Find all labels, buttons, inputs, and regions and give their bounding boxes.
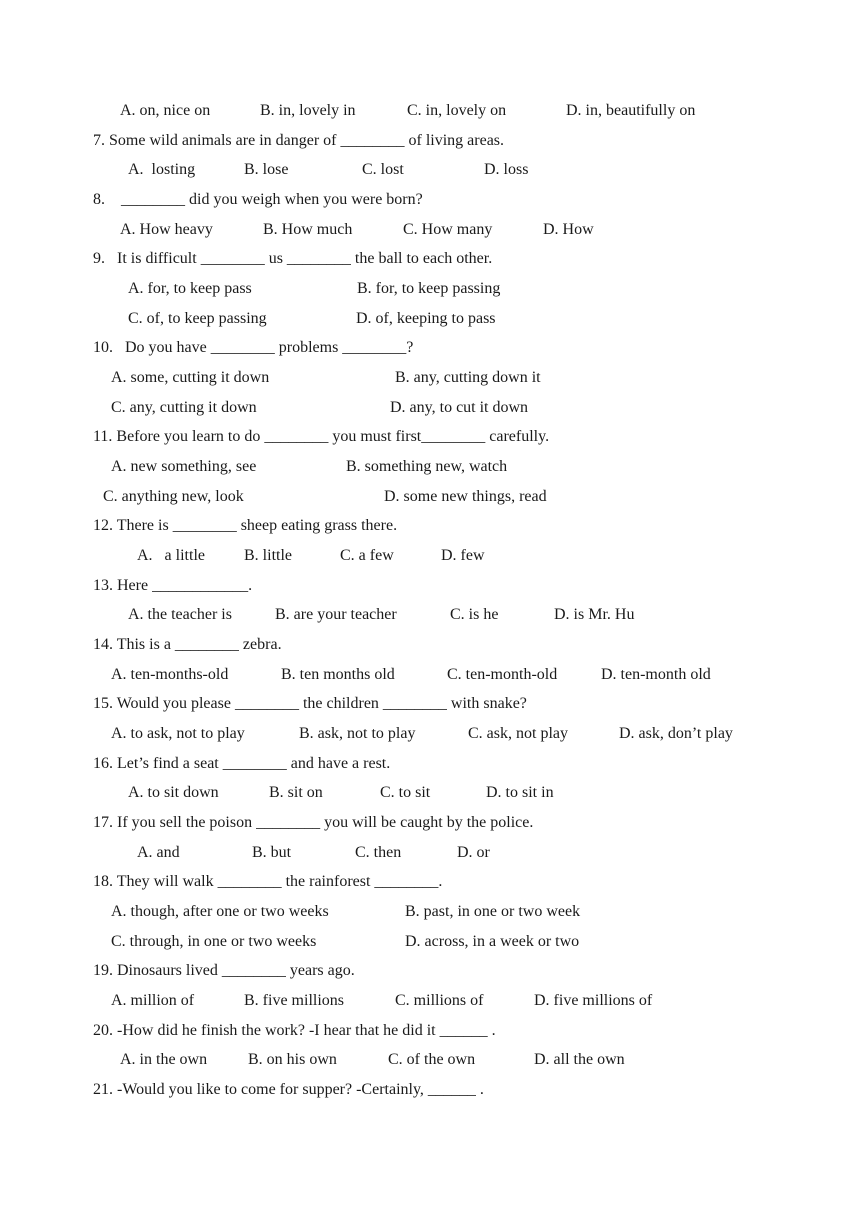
answer-option: D. is Mr. Hu bbox=[554, 606, 635, 623]
answer-option: C. ask, not play bbox=[468, 725, 568, 742]
answer-option: C. lost bbox=[362, 161, 404, 178]
answer-option: A. some, cutting it down bbox=[111, 369, 270, 386]
question-text: 19. Dinosaurs lived ________ years ago. bbox=[93, 962, 355, 979]
answer-option: A. the teacher is bbox=[128, 606, 232, 623]
answer-option: B. five millions bbox=[244, 992, 344, 1009]
answer-option: C. to sit bbox=[380, 784, 431, 801]
answer-option: D. to sit in bbox=[486, 784, 554, 801]
answer-option: D. across, in a week or two bbox=[405, 933, 580, 950]
answer-option: C. any, cutting it down bbox=[111, 399, 257, 416]
answer-option: D. some new things, read bbox=[384, 488, 547, 505]
answer-option: B. sit on bbox=[269, 784, 323, 801]
answer-option: D. five millions of bbox=[534, 992, 653, 1009]
answer-option: D. or bbox=[457, 844, 490, 861]
question-text: 10. Do you have ________ problems ________? bbox=[93, 339, 414, 356]
answer-option: B. past, in one or two week bbox=[405, 903, 581, 920]
answer-option: D. any, to cut it down bbox=[390, 399, 529, 416]
answer-option: C. then bbox=[355, 844, 402, 861]
answer-option: C. How many bbox=[403, 221, 493, 238]
answer-option: B. are your teacher bbox=[275, 606, 397, 623]
answer-option: C. of the own bbox=[388, 1051, 476, 1068]
answer-option: A. new something, see bbox=[111, 458, 257, 475]
answer-option: B. in, lovely in bbox=[260, 102, 356, 119]
answer-option: C. ten-month-old bbox=[447, 666, 558, 683]
answer-option: A. and bbox=[137, 844, 180, 861]
answer-option: A. on, nice on bbox=[120, 102, 211, 119]
question-text: 15. Would you please ________ the children ________ with snake? bbox=[93, 695, 527, 712]
question-text: 14. This is a ________ zebra. bbox=[93, 636, 282, 653]
answer-option: C. a few bbox=[340, 547, 394, 564]
answer-option: A. How heavy bbox=[120, 221, 213, 238]
answer-option: A. to sit down bbox=[128, 784, 219, 801]
answer-option: A. losting bbox=[128, 161, 196, 178]
answer-option: B. on his own bbox=[248, 1051, 337, 1068]
answer-option: A. ten-months-old bbox=[111, 666, 229, 683]
question-text: 20. -How did he finish the work? -I hear that he did it ______ . bbox=[93, 1022, 496, 1039]
answer-option: B. ask, not to play bbox=[299, 725, 416, 742]
answer-option: D. ten-month old bbox=[601, 666, 711, 683]
question-text: 12. There is ________ sheep eating grass there. bbox=[93, 517, 398, 534]
answer-option: D. few bbox=[441, 547, 485, 564]
answer-option: A. for, to keep pass bbox=[128, 280, 252, 297]
answer-option: D. loss bbox=[484, 161, 529, 178]
answer-option: B. little bbox=[244, 547, 292, 564]
answer-option: C. anything new, look bbox=[103, 488, 244, 505]
question-text: 8. ________ did you weigh when you were born? bbox=[93, 191, 423, 208]
answer-option: B. for, to keep passing bbox=[357, 280, 501, 297]
question-text: 11. Before you learn to do ________ you must first________ carefully. bbox=[93, 428, 550, 445]
question-text: 21. -Would you like to come for supper? -Certainly, ______ . bbox=[93, 1081, 484, 1098]
answer-option: A. to ask, not to play bbox=[111, 725, 245, 742]
answer-option: C. in, lovely on bbox=[407, 102, 507, 119]
question-text: 7. Some wild animals are in danger of ________ of living areas. bbox=[93, 132, 505, 149]
question-text: 9. It is difficult ________ us ________ the ball to each other. bbox=[93, 250, 493, 267]
answer-option: A. a little bbox=[137, 547, 205, 564]
answer-option: A. in the own bbox=[120, 1051, 208, 1068]
answer-option: B. ten months old bbox=[281, 666, 395, 683]
answer-option: B. something new, watch bbox=[346, 458, 508, 475]
question-text: 16. Let’s find a seat ________ and have a rest. bbox=[93, 755, 391, 772]
answer-option: C. is he bbox=[450, 606, 499, 623]
answer-option: C. millions of bbox=[395, 992, 484, 1009]
answer-option: A. million of bbox=[111, 992, 195, 1009]
question-text: 18. They will walk ________ the rainforest ________. bbox=[93, 873, 443, 890]
question-text: 13. Here ____________. bbox=[93, 577, 253, 594]
answer-option: C. through, in one or two weeks bbox=[111, 933, 317, 950]
answer-option: B. How much bbox=[263, 221, 353, 238]
answer-option: C. of, to keep passing bbox=[128, 310, 267, 327]
answer-option: B. any, cutting down it bbox=[395, 369, 541, 386]
question-text: 17. If you sell the poison ________ you will be caught by the police. bbox=[93, 814, 534, 831]
answer-option: D. How bbox=[543, 221, 594, 238]
answer-option: D. in, beautifully on bbox=[566, 102, 696, 119]
answer-option: B. but bbox=[252, 844, 292, 861]
answer-option: B. lose bbox=[244, 161, 289, 178]
answer-option: D. ask, don’t play bbox=[619, 725, 733, 742]
answer-option: D. of, keeping to pass bbox=[356, 310, 496, 327]
answer-option: A. though, after one or two weeks bbox=[111, 903, 329, 920]
answer-option: D. all the own bbox=[534, 1051, 625, 1068]
